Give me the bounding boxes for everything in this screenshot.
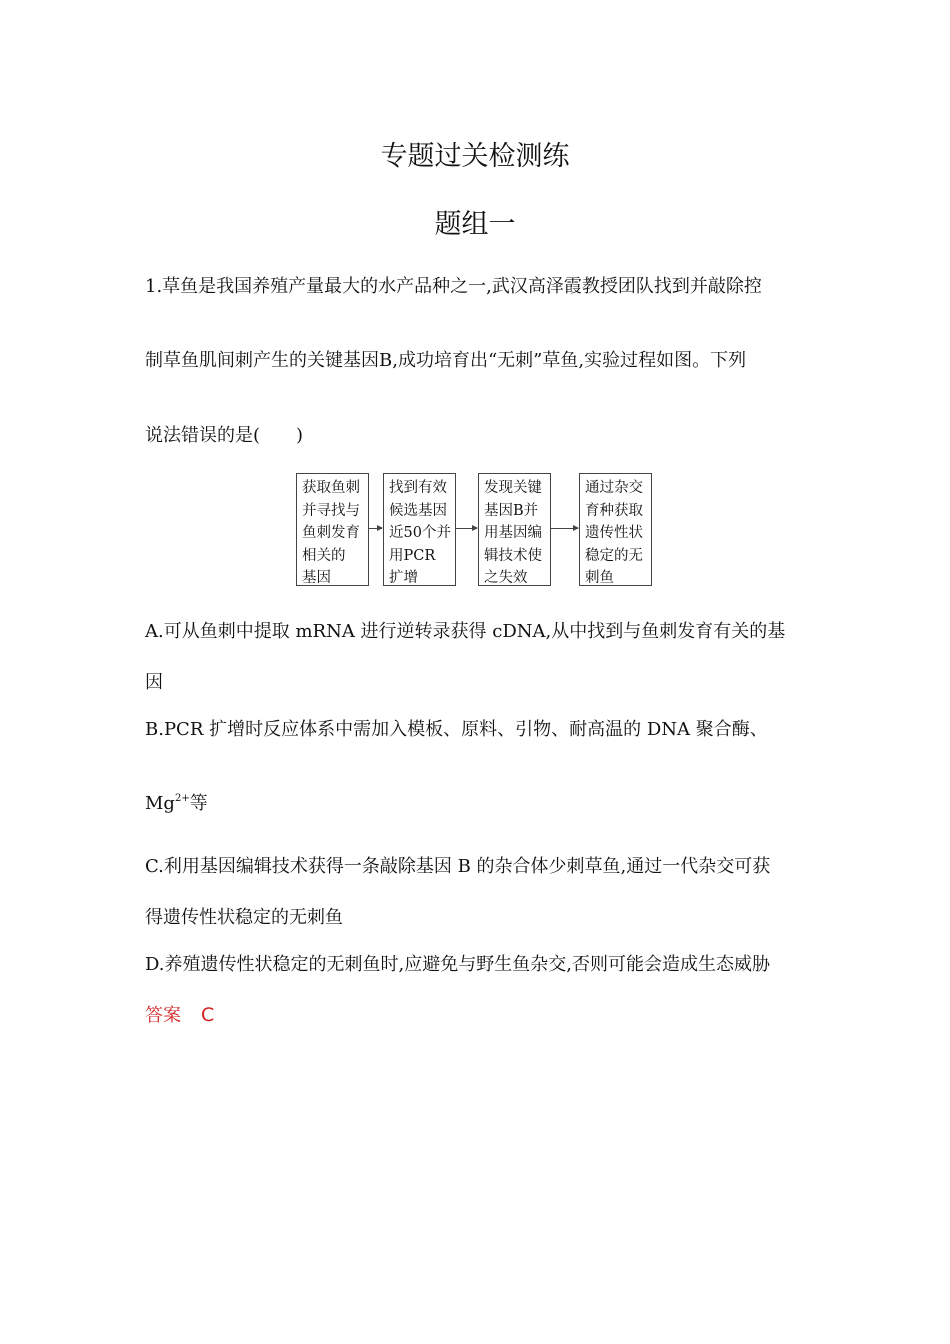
question-line-2: 制草鱼肌间刺产生的关键基因B,成功培育出“无刺”草鱼,实验过程如图。下列	[145, 350, 747, 371]
answer	[145, 1003, 825, 1028]
option-d-line-1: D.养殖遗传性状稳定的无刺鱼时,应避免与野生鱼杂交,否则可能会造成生态威胁	[145, 954, 770, 975]
page-title: 专题过关检测练	[380, 141, 570, 172]
flow-step-2: 找到有效 候选基因 近50个并 用PCR 扩增	[383, 473, 456, 586]
answer-label: 答案	[145, 1005, 181, 1026]
option-b-line-2: $Mg^{2+}$等	[145, 793, 208, 814]
flow-arrow-icon	[369, 528, 382, 529]
option-c-line-1: C.利用基因编辑技术获得一条敲除基因 B 的杂合体少刺草鱼,通过一代杂交可获	[145, 856, 771, 877]
option-a-line-1: A.可从鱼刺中提取 mRNA 进行逆转录获得 cDNA,从中找到与鱼刺发育有关的基	[145, 621, 786, 642]
process-flowchart	[296, 473, 656, 588]
question-line-1: 1.草鱼是我国养殖产量最大的水产品种之一,武汉高泽霞教授团队找到并敲除控	[145, 276, 762, 297]
flow-arrow-icon	[456, 528, 477, 529]
section-title: 题组一	[434, 209, 516, 240]
flow-step-3: 发现关键 基因B并 用基因编 辑技术使 之失效	[478, 473, 551, 586]
flow-step-1: 获取鱼刺 并寻找与 鱼刺发育 相关的 基因	[296, 473, 369, 586]
option-a-line-2: 因	[145, 672, 163, 693]
option-c-line-2: 得遗传性状稳定的无刺鱼	[145, 907, 343, 928]
flow-step-4: 通过杂交 育种获取 遗传性状 稳定的无 刺鱼	[579, 473, 652, 586]
flow-arrow-icon	[551, 528, 578, 529]
answer-value: C	[201, 1004, 215, 1026]
question-line-3: 说法错误的是( )	[145, 425, 304, 446]
option-b-line-1: B.PCR 扩增时反应体系中需加入模板、原料、引物、耐高温的 DNA 聚合酶、	[145, 719, 768, 740]
